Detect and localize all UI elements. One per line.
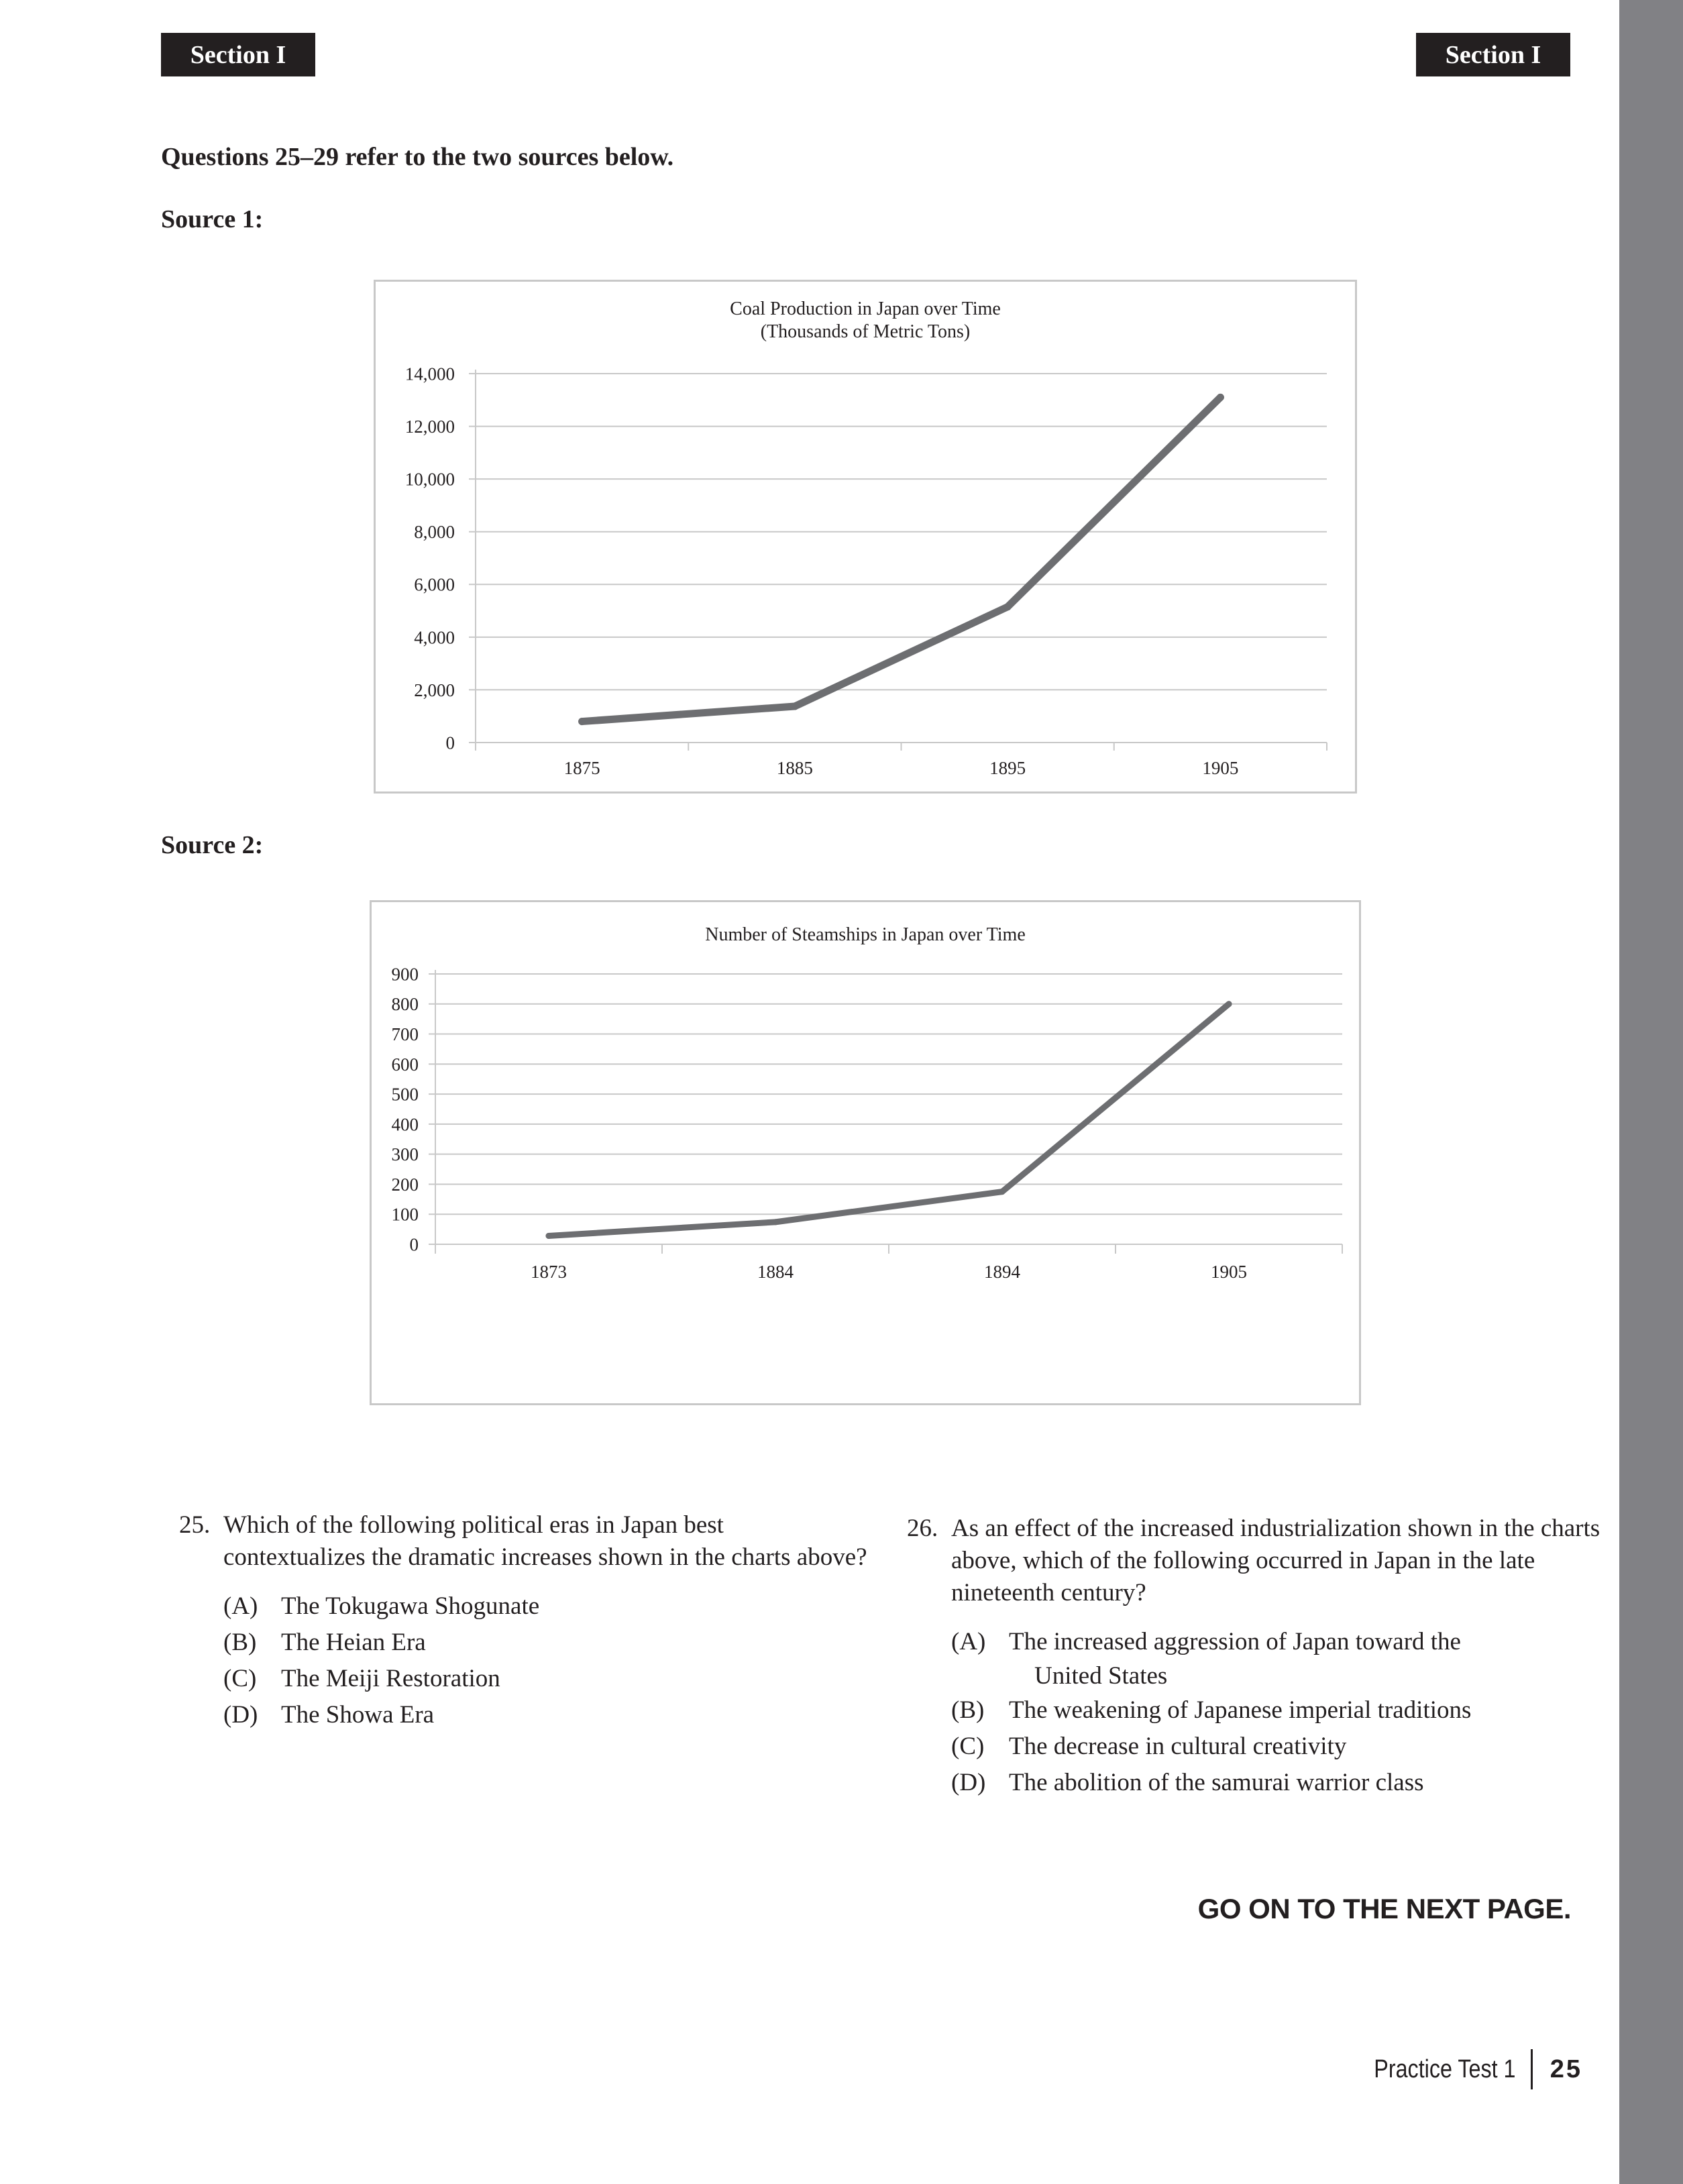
choice-letter: (C) [223,1665,257,1692]
choice-text: The Showa Era [281,1701,435,1729]
data-point [773,1219,779,1225]
x-tick-label: 1894 [984,1262,1020,1282]
footer-divider [1531,2049,1533,2089]
source-1-label: Source 1: [161,205,264,233]
data-point [1226,1001,1232,1007]
y-tick-label: 100 [391,1204,419,1225]
answer-choices [951,1624,1605,1801]
chart-plot [372,902,1359,1403]
series-line-segment [1002,1004,1229,1192]
y-tick-label: 900 [391,964,419,985]
choice-letter: (B) [951,1696,985,1724]
y-tick-label: 400 [391,1114,419,1135]
y-tick-label: 4,000 [414,627,455,648]
page-number: 25 [1550,2055,1582,2083]
data-point [999,1189,1006,1195]
series-line-segment [795,607,1008,706]
y-tick-label: 700 [391,1024,419,1045]
y-tick-label: 300 [391,1144,419,1165]
choice-text: The increased aggression of Japan toward the [1009,1628,1461,1655]
answer-choice-c[interactable] [223,1661,870,1697]
y-tick-label: 12,000 [404,417,455,437]
answer-choice-d[interactable] [223,1697,870,1733]
question-26 [907,1513,1605,1801]
chart-plot [376,282,1355,791]
footer-label: Practice Test 1 [1374,2055,1516,2083]
data-point [578,718,586,725]
series-line-segment [775,1192,1002,1222]
go-on-next-page-notice: GO ON TO THE NEXT PAGE. [1197,1893,1571,1924]
y-tick-label: 6,000 [414,574,455,595]
choice-letter: (B) [223,1629,257,1656]
question-number: 25. [179,1511,211,1539]
choice-text: The Heian Era [281,1629,426,1656]
page-footer [1349,2049,1582,2089]
choice-letter: (A) [223,1592,258,1620]
choice-letter: (C) [951,1733,985,1760]
y-tick-label: 800 [391,994,419,1015]
question-stem: As an effect of the increased industrialization shown in the charts above, which of the following occurred in Japan in the late nineteenth century? [951,1515,1600,1606]
choice-text: The Meiji Restoration [281,1665,500,1692]
choice-text: The abolition of the samurai warrior class [1009,1769,1424,1796]
data-point [791,702,798,710]
y-tick-label: 0 [445,732,455,753]
section-badge-left: Section I [161,33,315,76]
answer-choice-d[interactable] [951,1765,1605,1801]
y-tick-label: 14,000 [404,364,455,384]
answer-choice-a[interactable] [223,1588,870,1625]
y-tick-label: 500 [391,1084,419,1105]
x-tick-label: 1885 [776,758,813,778]
data-point [1217,394,1224,401]
x-tick-label: 1905 [1202,758,1239,778]
questions-intro: Questions 25–29 refer to the two sources below. [161,143,674,171]
series-line-segment [1008,397,1220,606]
choice-text-continued: United States [1034,1662,1168,1690]
series-line-segment [582,706,795,722]
x-tick-label: 1875 [563,758,600,778]
choice-letter: (D) [951,1769,986,1796]
y-tick-label: 8,000 [414,522,455,543]
source-2-label: Source 2: [161,831,264,859]
data-point [546,1233,552,1239]
chart-subtitle: (Thousands of Metric Tons) [760,321,971,342]
chart-title: Number of Steamships in Japan over Time [705,924,1026,945]
chart-title: Coal Production in Japan over Time [730,298,1001,319]
y-tick-label: 2,000 [414,679,455,700]
question-stem: Which of the following political eras in Japan best contextualizes the dramatic increases shown in the charts above? [223,1511,867,1571]
y-tick-label: 200 [391,1174,419,1195]
data-point [1004,603,1012,610]
answer-choice-b[interactable] [951,1692,1605,1729]
y-tick-label: 600 [391,1054,419,1075]
answer-choice-a[interactable] [951,1624,1605,1692]
choice-letter: (A) [951,1628,986,1655]
y-tick-label: 0 [409,1234,419,1255]
question-number: 26. [907,1515,938,1542]
coal-production-chart [374,280,1357,794]
series-line-segment [549,1222,775,1236]
answer-choice-b[interactable] [223,1625,870,1661]
page-edge-tab [1619,0,1683,2184]
question-25 [179,1509,870,1733]
choice-letter: (D) [223,1701,258,1729]
answer-choice-c[interactable] [951,1729,1605,1765]
choice-text: The weakening of Japanese imperial traditions [1009,1696,1472,1724]
steamships-chart [370,900,1361,1405]
section-badge-right: Section I [1416,33,1570,76]
x-tick-label: 1905 [1211,1262,1247,1282]
x-tick-label: 1895 [989,758,1026,778]
answer-choices [223,1588,870,1733]
choice-text: The Tokugawa Shogunate [281,1592,540,1620]
x-tick-label: 1884 [757,1262,794,1282]
y-tick-label: 10,000 [404,469,455,490]
choice-text: The decrease in cultural creativity [1009,1733,1347,1760]
x-tick-label: 1873 [531,1262,567,1282]
